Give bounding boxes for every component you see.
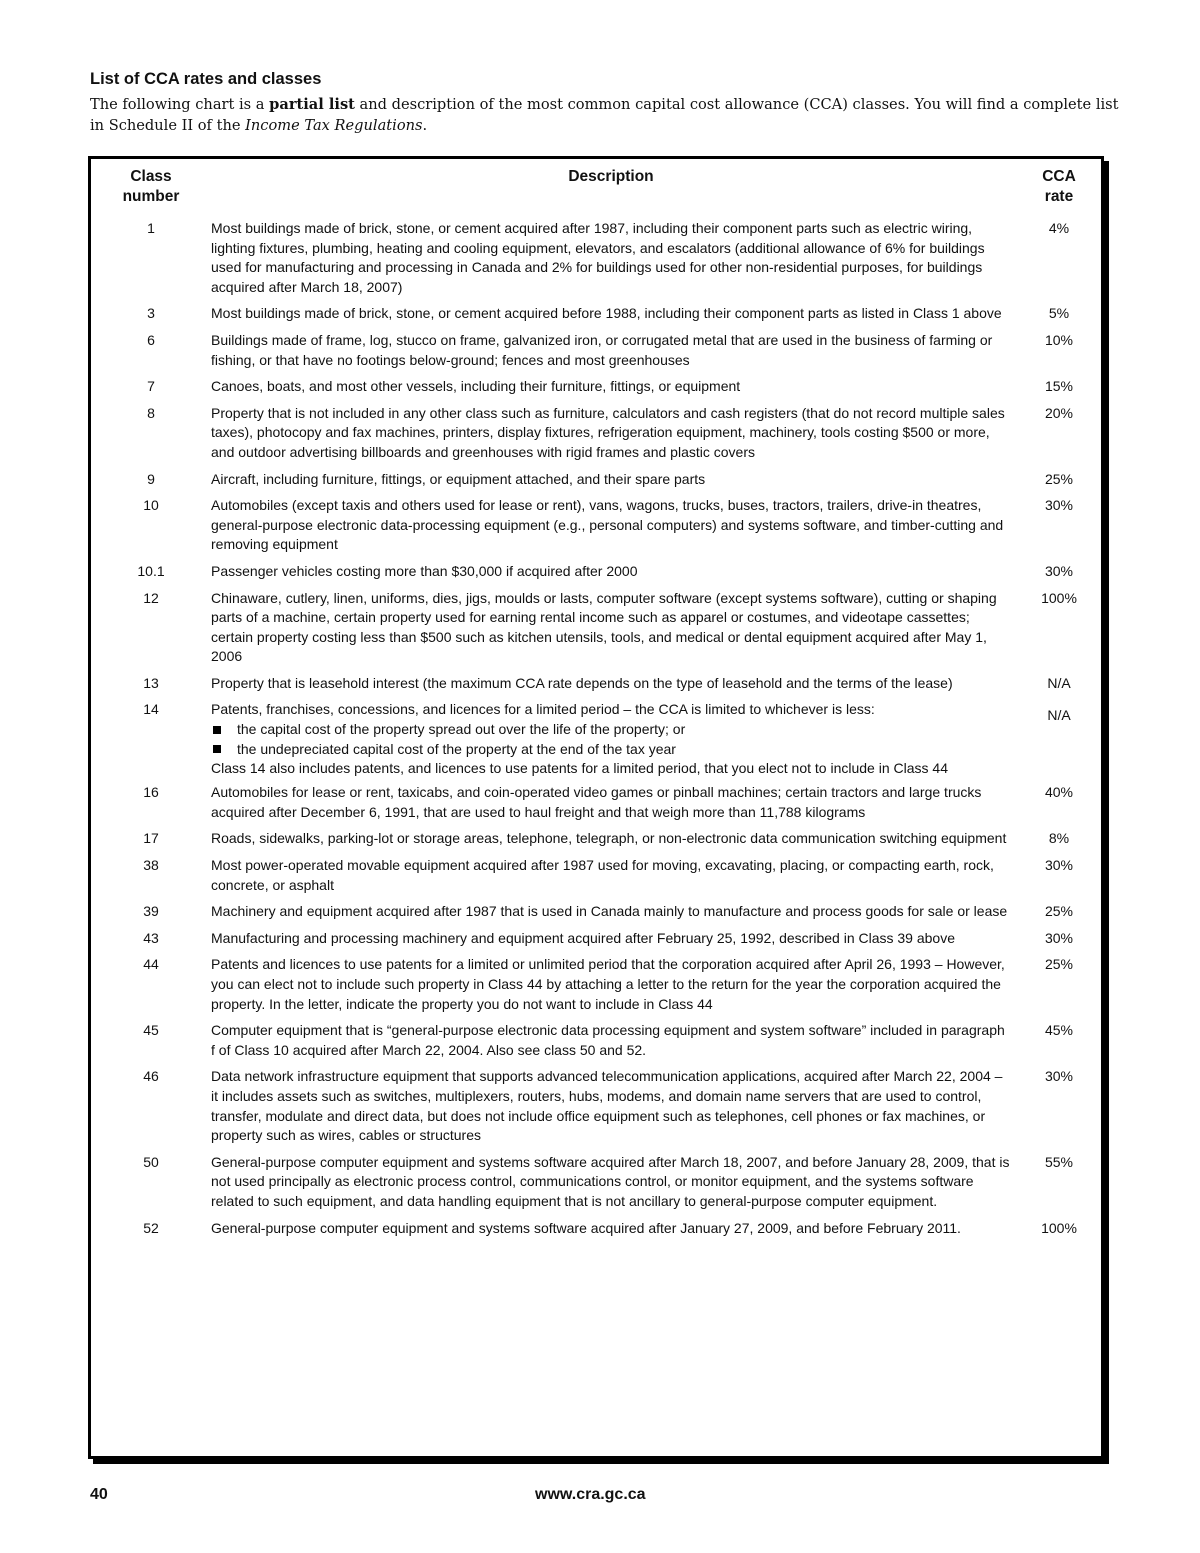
description: Most buildings made of brick, stone, or cement acquired after 1987, including their component parts such as electric wiring, lighting fixtures, plumbing, heating and cooling equipment, elevators, and escalators (additional allowance of 6% for buildings used for manufacturing and processing in Canada and 2% for buildings used for other non-residential purposes, for buildings acquired after March 18, 2007) [211,220,985,295]
class-number: 10.1 [137,562,165,579]
cca-rate: 25% [1044,956,1074,973]
class-number: 39 [143,903,159,920]
description [211,700,1011,776]
description: Property that is leasehold interest (the maximum CCA rate depends on the type of leasehold and the terms of the lease) [211,674,953,691]
description: Canoes, boats, and most other vessels, including their furniture, fittings, or equipment [211,378,741,395]
cca-rate: 30% [1044,1068,1074,1085]
row14-note: Class 14 also includes patents, and licences to use patents for a limited period, that you elect not to include in Class 44 [211,760,948,777]
header-description: Description [568,168,654,185]
description: General-purpose computer equipment and systems software acquired after March 18, 2007, and before January 28, 2009, that is not used principally as electronic process control, communications control, or monitor equipment, and the systems software related to such equipment, and data handling equipment that is not ancillary to general-purpose computer equipment. [211,1153,1010,1209]
table-row-class-43 [91,929,1101,956]
cca-rate: N/A [1047,674,1071,691]
table-row-class-12 [91,589,1101,674]
description: General-purpose computer equipment and systems software acquired after January 27, 2009, and before February 2011. [211,1219,961,1236]
cca-rate: 55% [1044,1153,1074,1170]
intro-italic: Income Tax Regulations [245,117,423,134]
cca-rate: 30% [1044,497,1074,514]
table-row-class-3 [91,304,1101,331]
class-number: 12 [143,589,159,606]
intro-text-1: The following chart is a [90,96,270,113]
cca-rate: 30% [1044,929,1074,946]
table-row-class-8 [91,404,1101,470]
class-number: 16 [143,784,159,801]
description: Property that is not included in any other class such as furniture, calculators and cash registers (that do not record multiple sales taxes), photocopy and fax machines, printers, display fixtures, refrigeration equipment, machinery, tools costing $500 or more, and outdoor advertising billboards and greenhouses with rigid frames and plastic covers [211,404,1005,460]
description: Most buildings made of brick, stone, or cement acquired before 1988, including their component parts as listed in Class 1 above [211,305,1002,322]
description: Patents and licences to use patents for a limited or unlimited period that the corporation acquired after April 26, 1993 – However, you can elect not to include such property in Class 44 by attaching a letter to the return for the year the corporation acquired the property. In the letter, indicate the property you do not want to include in Class 44 [211,956,1005,1012]
cca-table [88,156,1104,1459]
table-row-class-17 [91,829,1101,856]
cca-rate: 40% [1044,784,1074,801]
class-number: 44 [143,956,159,973]
cca-rate: 100% [1041,589,1077,606]
cca-rate: 25% [1044,470,1074,487]
table-row-class-1 [91,219,1101,304]
class-number: 10 [143,497,159,514]
cca-rate: 4% [1048,220,1070,236]
description: Passenger vehicles costing more than $30,000 if acquired after 2000 [211,562,638,579]
bullet-item [211,740,1011,760]
description: Machinery and equipment acquired after 1987 that is used in Canada mainly to manufacture and process goods for sale or lease [211,903,1008,920]
description: Manufacturing and processing machinery and equipment acquired after February 25, 1992, described in Class 39 above [211,929,955,946]
bullet-text: the undepreciated capital cost of the property at the end of the tax year [237,740,676,757]
table-body [91,219,1101,1245]
table-row-class-50 [91,1153,1101,1219]
class-number: 9 [147,470,155,487]
table-row-class-7 [91,377,1101,404]
bullet-square-icon [213,745,221,753]
intro-text-2: and description of the most common capital cost allowance (CCA) classes. You will find a complete list in Schedule II of the [90,96,1119,134]
header-class-number: Class number [122,168,180,205]
description: Aircraft, including furniture, fittings, or equipment attached, and their spare parts [211,470,706,487]
cca-rate: 8% [1048,830,1070,847]
bullet-square-icon [213,726,221,734]
cca-rate: 15% [1044,378,1074,395]
description: Roads, sidewalks, parking-lot or storage areas, telephone, telegraph, or non-electronic data communication switching equipment [211,830,1007,847]
class-number: 38 [143,857,159,874]
cca-rate: 20% [1044,404,1074,421]
cca-rate: 30% [1044,562,1074,579]
class-number: 14 [143,701,159,718]
footer-url: www.cra.gc.ca [535,1486,646,1503]
table-row-class-45 [91,1021,1101,1067]
description: Automobiles (except taxis and others used for lease or rent), vans, wagons, trucks, buses, tractors, trailers, drive-in theatres, general-purpose electronic data-processing equipment (e.g., personal computers) and systems software, and timber-cutting and removing equipment [211,497,1004,553]
bullet-text: the capital cost of the property spread out over the life of the property; or [237,721,686,738]
intro-text-3: . [422,117,428,134]
class-number: 17 [143,830,159,847]
table-header [91,167,1101,213]
class-number: 50 [143,1153,159,1170]
description: Chinaware, cutlery, linen, uniforms, dies, jigs, moulds or lasts, computer software (except systems software), cutting or shaping parts of a machine, certain property used for earning rental income such as apparel or costumes, and videotape cassettes; certain property costing less than $500 such as kitchen utensils, tools, and medical or dental equipment acquired after May 1, 2006 [211,589,997,665]
table-row-class-39 [91,902,1101,929]
class-number: 45 [143,1022,159,1039]
cca-rate: 5% [1048,305,1070,322]
description: Automobiles for lease or rent, taxicabs, and coin-operated video games or pinball machines; certain tractors and large trucks acquired after December 6, 1991, that are used to haul freight and that weigh more than 11,788 kilograms [211,784,982,820]
class-number: 3 [147,305,155,322]
class-number: 1 [147,220,155,236]
class-number: 6 [147,331,155,348]
table-row-class-44 [91,955,1101,1021]
description: Data network infrastructure equipment that supports advanced telecommunication applications, acquired after March 22, 2004 – it includes assets such as switches, multiplexers, routers, hubs, modems, and domain name servers that are used to control, transfer, modulate and direct data, but does not include office equipment such as telephones, cell phones or fax machines, or property such as wires, cables or structures [211,1068,1003,1144]
table-row-class-6 [91,331,1101,377]
table-row-class-10 [91,496,1101,562]
table-row-class-52 [91,1219,1101,1246]
cca-rate: N/A [1047,707,1071,724]
table-row-class-9 [91,470,1101,497]
description: Buildings made of frame, log, stucco on frame, galvanized iron, or corrugated metal that are used in the business of farming or fishing, or that have no footings below-ground; fences and most greenhouses [211,331,993,368]
class-number: 46 [143,1068,159,1085]
table-row-class-38 [91,856,1101,902]
row14-intro: Patents, franchises, concessions, and licences for a limited period – the CCA is limited to whichever is less: [211,701,875,718]
bullet-item [211,720,1011,740]
intro-paragraph [90,94,1120,136]
intro-bold: partial list [269,96,355,113]
page-number: 40 [90,1486,108,1503]
description: Most power-operated movable equipment acquired after 1987 used for moving, excavating, placing, or compacting earth, rock, concrete, or asphalt [211,857,994,893]
cca-rate: 45% [1044,1022,1074,1039]
class-number: 8 [147,404,155,421]
cca-rate: 30% [1044,857,1074,874]
table-row-class-10-1 [91,562,1101,589]
cca-rate: 10% [1044,331,1074,348]
cca-rate: 100% [1041,1219,1077,1236]
page-title: List of CCA rates and classes [90,70,322,88]
class-number: 7 [147,378,155,395]
table-row-class-14 [91,700,1101,783]
class-number: 43 [143,929,159,946]
header-cca-rate: CCA rate [1042,168,1076,205]
class-number: 52 [143,1219,159,1236]
class-number: 13 [143,674,159,691]
table-row-class-16 [91,783,1101,829]
cca-rate: 25% [1044,903,1074,920]
table-row-class-46 [91,1067,1101,1152]
table-row-class-13 [91,674,1101,701]
description: Computer equipment that is “general-purpose electronic data processing equipment and system software” included in paragraph f of Class 10 acquired after March 22, 2004. Also see class 50 and 52. [211,1022,1005,1058]
